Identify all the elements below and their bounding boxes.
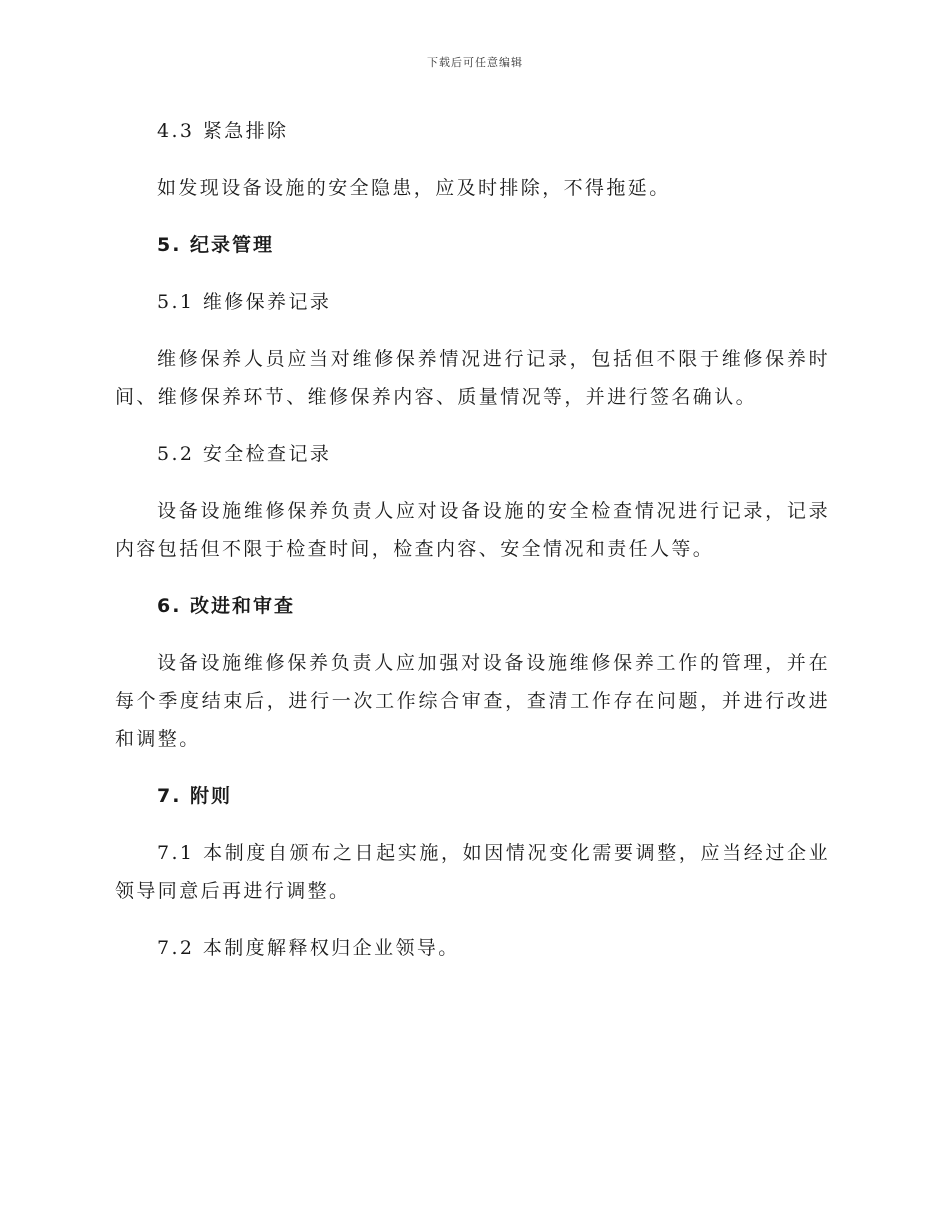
subsection-title-5-1: 5.1 维修保养记录 bbox=[157, 291, 332, 313]
section-heading-6: 6. 改进和审查 bbox=[157, 595, 296, 617]
paragraph-improvement-review: 设备设施维修保养负责人应加强对设备设施维修保养工作的管理，并在每个季度结束后，进行一次工作综合审查，查清工作存在问题，并进行改进和调整。 bbox=[115, 652, 830, 750]
subsection-title-4-3: 4.3 紧急排除 bbox=[157, 120, 289, 142]
subsection-title-5-2: 5.2 安全检查记录 bbox=[157, 443, 332, 465]
section-heading-7: 7. 附则 bbox=[157, 785, 233, 807]
document-body bbox=[115, 112, 830, 986]
paragraph-emergency-removal: 如发现设备设施的安全隐患，应及时排除，不得拖延。 bbox=[157, 177, 671, 199]
paragraph-7-2: 7.2 本制度解释权归企业领导。 bbox=[157, 937, 460, 959]
page-header: 下载后可任意编辑 bbox=[427, 56, 523, 69]
paragraph-safety-check-record: 设备设施维修保养负责人应对设备设施的安全检查情况进行记录，记录内容包括但不限于检查时间，检查内容、安全情况和责任人等。 bbox=[115, 500, 830, 560]
section-heading-5: 5. 纪录管理 bbox=[157, 234, 275, 256]
paragraph-maintenance-record: 维修保养人员应当对维修保养情况进行记录，包括但不限于维修保养时间、维修保养环节、维修保养内容、质量情况等，并进行签名确认。 bbox=[115, 348, 830, 408]
paragraph-7-1: 7.1 本制度自颁布之日起实施，如因情况变化需要调整，应当经过企业领导同意后再进行调整。 bbox=[115, 842, 830, 902]
